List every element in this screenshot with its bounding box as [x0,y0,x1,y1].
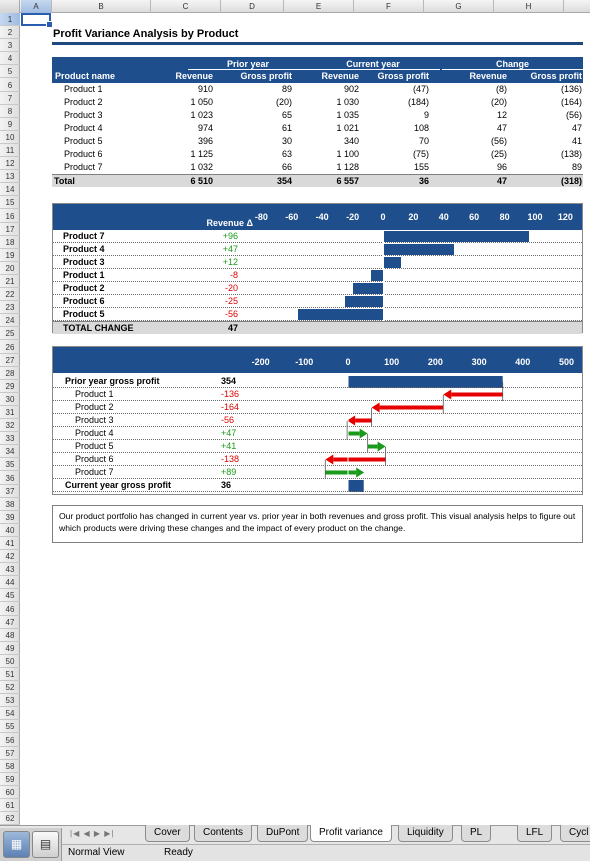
table-cell: Product 5 [64,136,103,146]
revenue-change-chart [52,203,583,333]
row-header[interactable]: 26 [0,341,20,354]
revenue-axis-tick: 20 [408,212,419,222]
row-header[interactable]: 10 [0,131,20,144]
revenue-bar [383,231,529,242]
table-cell: (20) [275,97,292,107]
total-cell: Total [54,176,75,186]
revenue-row-value: +47 [222,244,238,254]
row-header[interactable]: 5 [0,65,20,78]
row-header[interactable]: 62 [0,812,20,825]
revenue-row-label: Product 6 [63,296,105,306]
profit-axis-tick: 400 [515,357,531,367]
profit-axis-tick: 100 [384,357,400,367]
revenue-bar [383,257,401,268]
profit-chart-row [53,427,582,440]
table-cell: 910 [197,84,213,94]
profit-row-value: -138 [221,454,240,464]
revenue-bar [298,309,383,320]
table-cell: 340 [343,136,359,146]
row-header[interactable]: 43 [0,563,20,576]
table-cell: Product 1 [64,84,103,94]
table-cell: 108 [413,123,429,133]
row-header[interactable]: 19 [0,249,20,262]
revenue-row-value: -25 [224,296,238,306]
table-cell: 1 030 [336,97,359,107]
column-header-d[interactable]: D [221,0,284,13]
table-row [52,135,583,148]
total-change-label: TOTAL CHANGE [63,323,134,333]
profit-axis-tick: 0 [345,357,351,367]
table-row [52,122,583,135]
row-header[interactable]: 60 [0,786,20,799]
gross-profit-waterfall-chart [52,346,583,495]
table-cell: 41 [571,136,582,146]
total-cell: 6 557 [336,176,359,186]
table-cell: 89 [571,162,582,172]
revenue-row-value: +96 [222,231,238,241]
revenue-axis-tick: 0 [380,212,386,222]
revenue-bar [353,283,383,294]
sheet-tab[interactable]: DuPont [257,825,308,842]
view-buttons [0,828,62,861]
revenue-row-value: -8 [229,270,238,280]
row-header[interactable]: 45 [0,589,20,602]
profit-row-label: Product 7 [75,467,114,477]
profit-row-value: -164 [221,402,240,412]
table-row [52,96,583,109]
table-cell: 65 [281,110,292,120]
page-layout-view-icon[interactable]: ▤ [32,831,59,858]
total-cell: 47 [496,176,507,186]
normal-view-icon[interactable]: ▦ [3,831,30,858]
table-cell: 9 [423,110,429,120]
row-header[interactable]: 17 [0,223,20,236]
profit-axis-tick: -100 [295,357,314,367]
row-header[interactable]: 48 [0,629,20,642]
table-cell: 61 [281,123,292,133]
row-header[interactable]: 12 [0,157,20,170]
profit-axis-tick: -200 [251,357,270,367]
title-underline [52,42,583,45]
profit-chart-row [53,466,582,479]
group-header: Change [442,59,583,70]
row-header[interactable]: 44 [0,576,20,589]
column-header-bar [0,0,590,13]
total-cell: 6 510 [190,176,213,186]
row-header[interactable]: 33 [0,432,20,445]
sheet-tab[interactable]: Profit variance [310,825,392,842]
table-row [52,148,583,161]
row-header[interactable]: 59 [0,773,20,786]
table-cell: 1 125 [190,149,213,159]
profit-row-value: +89 [221,467,237,477]
row-header[interactable]: 8 [0,105,20,118]
row-header[interactable]: 35 [0,458,20,471]
revenue-chart-row [53,308,582,321]
table-cell: (136) [560,84,582,94]
table-total-row [52,174,583,187]
table-header [52,57,583,83]
profit-row-value: 354 [221,376,237,386]
revenue-axis-tick: 60 [469,212,480,222]
row-header[interactable]: 13 [0,170,20,183]
profit-row-label: Prior year gross profit [65,376,160,386]
row-header[interactable]: 39 [0,511,20,524]
profit-axis-tick: 500 [558,357,575,367]
revenue-bar [345,296,383,307]
row-header[interactable]: 28 [0,367,20,380]
table-cell: (8) [496,84,507,94]
row-header[interactable]: 42 [0,550,20,563]
column-header-f[interactable]: F [354,0,424,13]
column-heading: Product name [55,71,116,81]
table-cell: 1 100 [336,149,359,159]
row-header[interactable]: 27 [0,354,20,367]
row-header[interactable]: 41 [0,537,20,550]
total-cell: (318) [560,176,582,186]
table-cell: 1 021 [336,123,359,133]
revenue-total-row [53,321,582,334]
status-bar [62,844,590,861]
profit-row-label: Product 5 [75,441,114,451]
table-cell: 1 035 [336,110,359,120]
row-header[interactable]: 61 [0,799,20,812]
row-header[interactable]: 46 [0,603,20,616]
row-header[interactable]: 40 [0,524,20,537]
column-header-b[interactable]: B [52,0,151,13]
row-header[interactable]: 21 [0,275,20,288]
row-header[interactable]: 7 [0,92,20,105]
revenue-axis-tick: -20 [346,212,360,222]
row-header[interactable]: 16 [0,210,20,223]
row-header[interactable]: 18 [0,236,20,249]
total-cell: 36 [418,176,429,186]
table-row [52,161,583,174]
group-header: Prior year [188,59,308,70]
revenue-chart-row [53,295,582,308]
row-header[interactable]: 31 [0,406,20,419]
profit-variance-table [52,57,583,190]
profit-axis-tick: 200 [427,357,443,367]
row-header[interactable]: 11 [0,144,20,157]
revenue-row-label: Product 1 [63,270,105,280]
row-header[interactable]: 51 [0,668,20,681]
row-header[interactable]: 24 [0,314,20,327]
profit-chart-row [53,414,582,427]
row-header[interactable]: 25 [0,327,20,340]
revenue-chart-row [53,269,582,282]
revenue-row-value: +12 [222,257,238,267]
sheet-tab[interactable]: Liquidity [398,825,453,842]
revenue-row-label: Product 5 [63,309,105,319]
sheet-tab[interactable]: Cover [145,825,190,842]
row-header[interactable]: 54 [0,707,20,720]
profit-row-label: Product 1 [75,389,114,399]
revenue-row-label: Product 2 [63,283,105,293]
table-row [52,109,583,122]
table-row [52,83,583,96]
revenue-chart-row [53,282,582,295]
row-header[interactable]: 29 [0,380,20,393]
row-header[interactable]: 4 [0,52,20,65]
table-cell: Product 2 [64,97,103,107]
revenue-axis-tick: 120 [557,212,573,222]
column-header-e[interactable]: E [284,0,354,13]
row-header[interactable]: 15 [0,196,20,209]
row-header[interactable]: 47 [0,616,20,629]
revenue-row-label: Product 4 [63,244,105,254]
table-cell: (138) [560,149,582,159]
row-header[interactable]: 30 [0,393,20,406]
sheet-nav-arrows[interactable]: |◀ ◀ ▶ ▶| [70,829,115,838]
table-cell: 30 [281,136,292,146]
column-heading: Revenue [469,71,507,81]
table-cell: Product 3 [64,110,103,120]
revenue-row-label: Product 3 [63,257,105,267]
profit-chart-row [53,479,582,492]
table-cell: (25) [490,149,507,159]
revenue-chart-row [53,256,582,269]
row-header[interactable]: 14 [0,183,20,196]
table-cell: 1 128 [336,162,359,172]
table-cell: 396 [197,136,213,146]
row-header-bar [0,13,20,825]
revenue-axis-tick: -40 [315,212,329,222]
profit-chart-row [53,453,582,466]
sheet-tab[interactable]: Cycl [560,825,590,842]
select-all-corner[interactable] [0,0,20,13]
row-header[interactable]: 6 [0,79,20,92]
row-header[interactable]: 53 [0,694,20,707]
table-cell: 63 [281,149,292,159]
revenue-chart-header [53,204,582,230]
profit-row-value: +47 [221,428,237,438]
revenue-row-label: Product 7 [63,231,105,241]
zero-line [383,230,384,321]
column-header-a[interactable]: A [21,0,52,13]
table-cell: 155 [413,162,429,172]
table-cell: 1 050 [190,97,213,107]
revenue-axis-tick: -80 [254,212,268,222]
total-change-value: 47 [227,323,238,333]
row-header[interactable]: 34 [0,445,20,458]
column-heading: Gross profit [377,71,429,81]
revenue-bar [383,244,454,255]
row-header[interactable]: 9 [0,118,20,131]
row-header[interactable]: 55 [0,720,20,733]
revenue-axis-tick: 100 [527,212,543,222]
column-heading: Revenue [175,71,213,81]
table-cell: (184) [407,97,429,107]
table-cell: Product 6 [64,149,103,159]
revenue-chart-row [53,243,582,256]
status-ready-label: Ready [164,847,193,858]
row-header[interactable]: 52 [0,681,20,694]
row-header[interactable]: 20 [0,262,20,275]
revenue-chart-row [53,230,582,243]
profit-row-value: -136 [221,389,240,399]
row-header[interactable]: 2 [0,26,20,39]
row-header[interactable]: 49 [0,642,20,655]
table-cell: (164) [560,97,582,107]
profit-row-label: Product 4 [75,428,114,438]
table-cell: 47 [571,123,582,133]
table-cell: 96 [496,162,507,172]
column-heading: Gross profit [240,71,292,81]
row-header[interactable]: 1 [0,13,20,26]
row-header[interactable]: 37 [0,485,20,498]
table-cell: Product 7 [64,162,103,172]
view-mode-label: Normal View [68,847,125,858]
table-cell: (56) [565,110,582,120]
row-header[interactable]: 38 [0,498,20,511]
table-cell: 66 [281,162,292,172]
table-cell: 902 [343,84,359,94]
sheet-tab[interactable]: Contents [194,825,252,842]
row-header[interactable]: 58 [0,760,20,773]
profit-chart-row [53,440,582,453]
selected-cell-a1[interactable] [21,13,51,26]
profit-row-label: Current year gross profit [65,480,172,490]
analysis-note: Our product portfolio has changed in current year vs. prior year in both revenues and gross profit. This visual analysis helps to figure out which products were driving these changes and the impact of every product on the change. [52,505,583,543]
row-header[interactable]: 56 [0,734,20,747]
table-cell: 974 [197,123,213,133]
table-cell: (75) [412,149,429,159]
profit-row-value: 36 [221,480,232,490]
row-header[interactable]: 57 [0,747,20,760]
sheet-tab[interactable]: PL [461,825,491,842]
revenue-row-value: -56 [224,309,238,319]
table-cell: 12 [496,110,507,120]
revenue-bar [371,270,383,281]
revenue-axis-tick: -60 [285,212,299,222]
column-header-c[interactable]: C [151,0,221,13]
profit-chart-row [53,401,582,414]
row-header[interactable]: 50 [0,655,20,668]
table-cell: (20) [490,97,507,107]
table-cell: 89 [281,84,292,94]
profit-row-label: Product 6 [75,454,114,464]
row-header[interactable]: 22 [0,288,20,301]
column-header-h[interactable]: H [494,0,564,13]
row-header[interactable]: 23 [0,301,20,314]
group-header: Current year [306,59,440,70]
row-header[interactable]: 32 [0,419,20,432]
profit-row-label: Product 2 [75,402,114,412]
sheet-tab[interactable]: LFL [517,825,552,842]
table-cell: 47 [496,123,507,133]
revenue-axis-tick: 40 [438,212,449,222]
revenue-delta-heading: Revenue Δ [206,218,253,228]
table-cell: (47) [412,84,429,94]
column-heading: Gross profit [530,71,582,81]
profit-row-label: Product 3 [75,415,114,425]
profit-row-value: -56 [221,415,235,425]
row-header[interactable]: 36 [0,472,20,485]
table-cell: 1 032 [190,162,213,172]
profit-chart-row [53,375,582,388]
column-header-g[interactable]: G [424,0,494,13]
table-cell: Product 4 [64,123,103,133]
table-cell: 1 023 [190,110,213,120]
page-title: Profit Variance Analysis by Product [53,28,239,40]
table-cell: (56) [490,136,507,146]
revenue-row-value: -20 [224,283,238,293]
revenue-axis-tick: 80 [499,212,510,222]
total-cell: 354 [276,176,292,186]
row-header[interactable]: 3 [0,39,20,52]
profit-axis-tick: 300 [471,357,487,367]
profit-chart-row [53,388,582,401]
table-cell: 70 [418,136,429,146]
column-heading: Revenue [321,71,359,81]
profit-row-value: +41 [221,441,237,451]
